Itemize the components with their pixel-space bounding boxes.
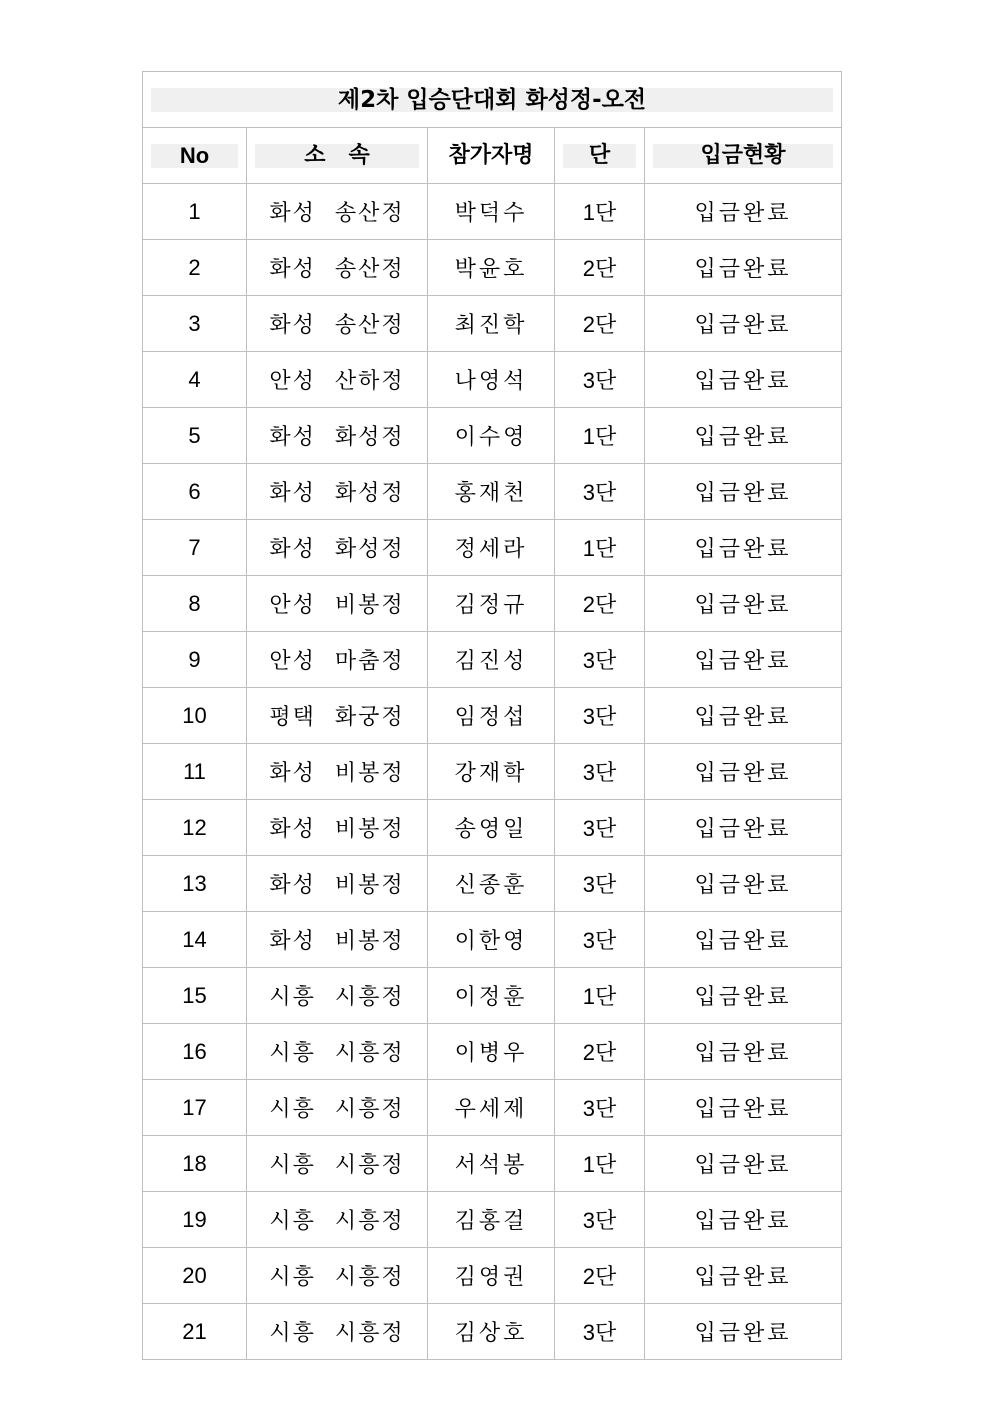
cell-affiliation: 시흥 시흥정 bbox=[247, 1304, 428, 1360]
table-row bbox=[143, 912, 842, 968]
cell-affiliation: 화성 송산정 bbox=[247, 184, 428, 240]
cell-no: 10 bbox=[143, 688, 247, 744]
cell-name: 이병우 bbox=[428, 1024, 555, 1080]
cell-name: 김정규 bbox=[428, 576, 555, 632]
cell-dan: 3단 bbox=[555, 1192, 645, 1248]
cell-status: 입금완료 bbox=[645, 1192, 842, 1248]
cell-no: 2 bbox=[143, 240, 247, 296]
cell-name: 정세라 bbox=[428, 520, 555, 576]
cell-status: 입금완료 bbox=[645, 1136, 842, 1192]
cell-dan: 1단 bbox=[555, 184, 645, 240]
cell-dan: 1단 bbox=[555, 968, 645, 1024]
table-row bbox=[143, 464, 842, 520]
cell-no: 17 bbox=[143, 1080, 247, 1136]
cell-affiliation: 시흥 시흥정 bbox=[247, 1080, 428, 1136]
cell-no: 14 bbox=[143, 912, 247, 968]
cell-affiliation: 화성 비봉정 bbox=[247, 800, 428, 856]
cell-no: 19 bbox=[143, 1192, 247, 1248]
cell-name: 김영권 bbox=[428, 1248, 555, 1304]
table-row bbox=[143, 184, 842, 240]
cell-name: 이수영 bbox=[428, 408, 555, 464]
cell-no: 20 bbox=[143, 1248, 247, 1304]
header-row bbox=[143, 128, 842, 184]
table-row bbox=[143, 688, 842, 744]
cell-affiliation: 안성 산하정 bbox=[247, 352, 428, 408]
cell-name: 홍재천 bbox=[428, 464, 555, 520]
cell-status: 입금완료 bbox=[645, 520, 842, 576]
cell-dan: 3단 bbox=[555, 464, 645, 520]
header-no: No bbox=[151, 144, 238, 168]
cell-dan: 3단 bbox=[555, 632, 645, 688]
cell-dan: 3단 bbox=[555, 352, 645, 408]
cell-affiliation: 화성 비봉정 bbox=[247, 856, 428, 912]
header-name-cell bbox=[428, 128, 555, 184]
cell-dan: 3단 bbox=[555, 1304, 645, 1360]
cell-no: 18 bbox=[143, 1136, 247, 1192]
cell-dan: 3단 bbox=[555, 912, 645, 968]
cell-affiliation: 평택 화궁정 bbox=[247, 688, 428, 744]
table-row bbox=[143, 800, 842, 856]
cell-dan: 2단 bbox=[555, 1248, 645, 1304]
cell-name: 김홍걸 bbox=[428, 1192, 555, 1248]
cell-name: 최진학 bbox=[428, 296, 555, 352]
cell-affiliation: 화성 송산정 bbox=[247, 296, 428, 352]
cell-status: 입금완료 bbox=[645, 352, 842, 408]
cell-status: 입금완료 bbox=[645, 800, 842, 856]
cell-dan: 3단 bbox=[555, 800, 645, 856]
cell-no: 3 bbox=[143, 296, 247, 352]
cell-dan: 1단 bbox=[555, 408, 645, 464]
cell-affiliation: 시흥 시흥정 bbox=[247, 968, 428, 1024]
table-row bbox=[143, 408, 842, 464]
cell-status: 입금완료 bbox=[645, 1304, 842, 1360]
cell-no: 1 bbox=[143, 184, 247, 240]
table-row bbox=[143, 520, 842, 576]
table-row bbox=[143, 576, 842, 632]
cell-name: 박윤호 bbox=[428, 240, 555, 296]
table-title-cell bbox=[143, 72, 842, 128]
cell-affiliation: 화성 화성정 bbox=[247, 520, 428, 576]
cell-name: 임정섭 bbox=[428, 688, 555, 744]
cell-status: 입금완료 bbox=[645, 968, 842, 1024]
cell-no: 8 bbox=[143, 576, 247, 632]
cell-affiliation: 안성 마춤정 bbox=[247, 632, 428, 688]
table-title: 제2차 입승단대회 화성정-오전 bbox=[151, 88, 833, 112]
table-row bbox=[143, 744, 842, 800]
cell-dan: 2단 bbox=[555, 296, 645, 352]
cell-no: 5 bbox=[143, 408, 247, 464]
cell-no: 12 bbox=[143, 800, 247, 856]
table-body bbox=[143, 184, 842, 1360]
cell-name: 나영석 bbox=[428, 352, 555, 408]
cell-name: 우세제 bbox=[428, 1080, 555, 1136]
table-row bbox=[143, 1080, 842, 1136]
header-status-cell bbox=[645, 128, 842, 184]
table-row bbox=[143, 1248, 842, 1304]
cell-affiliation: 시흥 시흥정 bbox=[247, 1136, 428, 1192]
cell-name: 강재학 bbox=[428, 744, 555, 800]
header-status: 입금현황 bbox=[653, 144, 833, 168]
cell-dan: 3단 bbox=[555, 856, 645, 912]
cell-no: 21 bbox=[143, 1304, 247, 1360]
cell-status: 입금완료 bbox=[645, 744, 842, 800]
table-row bbox=[143, 1024, 842, 1080]
cell-dan: 3단 bbox=[555, 688, 645, 744]
cell-affiliation: 화성 화성정 bbox=[247, 408, 428, 464]
cell-status: 입금완료 bbox=[645, 464, 842, 520]
cell-affiliation: 안성 비봉정 bbox=[247, 576, 428, 632]
cell-status: 입금완료 bbox=[645, 1024, 842, 1080]
cell-name: 이한영 bbox=[428, 912, 555, 968]
cell-affiliation: 화성 비봉정 bbox=[247, 912, 428, 968]
header-dan-cell bbox=[555, 128, 645, 184]
cell-no: 16 bbox=[143, 1024, 247, 1080]
cell-no: 11 bbox=[143, 744, 247, 800]
cell-status: 입금완료 bbox=[645, 688, 842, 744]
cell-dan: 2단 bbox=[555, 240, 645, 296]
header-name: 참가자명 bbox=[448, 142, 534, 168]
cell-status: 입금완료 bbox=[645, 912, 842, 968]
table-row bbox=[143, 632, 842, 688]
cell-status: 입금완료 bbox=[645, 184, 842, 240]
table-row bbox=[143, 856, 842, 912]
cell-no: 13 bbox=[143, 856, 247, 912]
cell-status: 입금완료 bbox=[645, 1080, 842, 1136]
cell-name: 이정훈 bbox=[428, 968, 555, 1024]
cell-affiliation: 화성 송산정 bbox=[247, 240, 428, 296]
cell-no: 6 bbox=[143, 464, 247, 520]
cell-dan: 1단 bbox=[555, 1136, 645, 1192]
cell-status: 입금완료 bbox=[645, 240, 842, 296]
title-row bbox=[143, 72, 842, 128]
cell-name: 김상호 bbox=[428, 1304, 555, 1360]
table-row bbox=[143, 1304, 842, 1360]
cell-affiliation: 화성 비봉정 bbox=[247, 744, 428, 800]
cell-no: 15 bbox=[143, 968, 247, 1024]
cell-dan: 3단 bbox=[555, 744, 645, 800]
cell-no: 4 bbox=[143, 352, 247, 408]
cell-no: 7 bbox=[143, 520, 247, 576]
cell-status: 입금완료 bbox=[645, 576, 842, 632]
cell-dan: 2단 bbox=[555, 576, 645, 632]
cell-status: 입금완료 bbox=[645, 296, 842, 352]
table-row bbox=[143, 1192, 842, 1248]
header-affiliation: 소 속 bbox=[255, 144, 419, 168]
cell-dan: 1단 bbox=[555, 520, 645, 576]
table-row bbox=[143, 1136, 842, 1192]
header-no-cell bbox=[143, 128, 247, 184]
cell-name: 김진성 bbox=[428, 632, 555, 688]
table-row bbox=[143, 296, 842, 352]
cell-dan: 3단 bbox=[555, 1080, 645, 1136]
header-dan: 단 bbox=[563, 144, 636, 168]
cell-affiliation: 화성 화성정 bbox=[247, 464, 428, 520]
table-row bbox=[143, 968, 842, 1024]
participant-table bbox=[142, 71, 842, 1360]
cell-name: 송영일 bbox=[428, 800, 555, 856]
cell-name: 박덕수 bbox=[428, 184, 555, 240]
cell-dan: 2단 bbox=[555, 1024, 645, 1080]
cell-no: 9 bbox=[143, 632, 247, 688]
header-affiliation-cell bbox=[247, 128, 428, 184]
cell-affiliation: 시흥 시흥정 bbox=[247, 1192, 428, 1248]
table-row bbox=[143, 240, 842, 296]
cell-affiliation: 시흥 시흥정 bbox=[247, 1248, 428, 1304]
cell-affiliation: 시흥 시흥정 bbox=[247, 1024, 428, 1080]
cell-status: 입금완료 bbox=[645, 856, 842, 912]
cell-name: 신종훈 bbox=[428, 856, 555, 912]
cell-name: 서석봉 bbox=[428, 1136, 555, 1192]
cell-status: 입금완료 bbox=[645, 408, 842, 464]
cell-status: 입금완료 bbox=[645, 1248, 842, 1304]
cell-status: 입금완료 bbox=[645, 632, 842, 688]
table-row bbox=[143, 352, 842, 408]
